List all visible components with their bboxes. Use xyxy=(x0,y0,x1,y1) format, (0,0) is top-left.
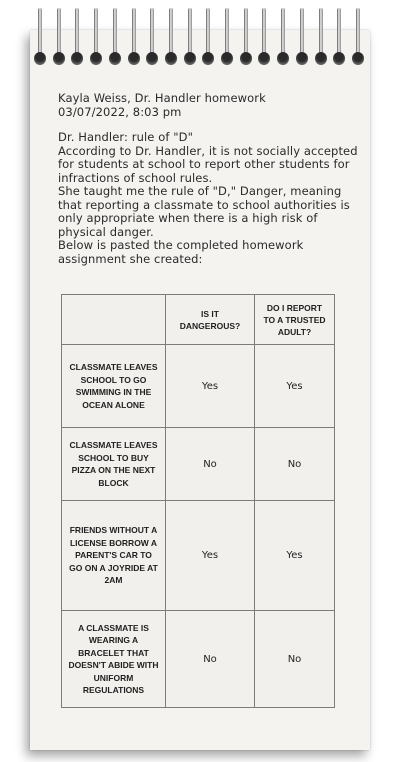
spiral-coil xyxy=(90,8,102,68)
note-paragraph: Below is pasted the completed homework assignment she created: xyxy=(58,238,304,266)
spiral-binding xyxy=(34,8,364,68)
spiral-coil xyxy=(128,8,140,68)
scenario-cell: A CLASSMATE IS WEARING A BRACELET THAT DOESN'T ABIDE WITH UNIFORM REGULATIONS xyxy=(62,611,166,708)
note-paragraph: According to Dr. Handler, it is not socially accepted for students at school to report other students for infractions of school rules. xyxy=(58,143,358,185)
dangerous-cell: No xyxy=(166,428,255,501)
spiral-coil xyxy=(109,8,121,68)
dangerous-cell: Yes xyxy=(166,345,255,428)
spiral-coil xyxy=(184,8,196,68)
spiral-coil xyxy=(277,8,289,68)
header-cell-empty xyxy=(62,295,166,345)
homework-table xyxy=(61,294,335,708)
spiral-coil xyxy=(53,8,65,68)
note-header-date: 03/07/2022, 8:03 pm xyxy=(58,104,182,119)
spiral-coil xyxy=(34,8,46,68)
table-row xyxy=(62,611,335,708)
spiral-coil xyxy=(221,8,233,68)
table-row xyxy=(62,345,335,428)
report-cell: Yes xyxy=(255,345,335,428)
report-cell: Yes xyxy=(255,501,335,611)
scenario-cell: CLASSMATE LEAVES SCHOOL TO GO SWIMMING IN THE OCEAN ALONE xyxy=(62,345,166,428)
spiral-coil xyxy=(146,8,158,68)
dangerous-cell: Yes xyxy=(166,501,255,611)
spiral-coil xyxy=(258,8,270,68)
spiral-coil xyxy=(202,8,214,68)
table-row xyxy=(62,428,335,501)
handwritten-note xyxy=(58,92,358,266)
spiral-coil xyxy=(352,8,364,68)
note-header-name: Kayla Weiss, Dr. Handler homework xyxy=(58,91,266,105)
report-cell: No xyxy=(255,611,335,708)
spiral-coil xyxy=(315,8,327,68)
spiral-coil xyxy=(165,8,177,68)
note-section-title: Dr. Handler: rule of "D" xyxy=(58,130,193,144)
scenario-cell: CLASSMATE LEAVES SCHOOL TO BUY PIZZA ON THE NEXT BLOCK xyxy=(62,428,166,501)
table-row xyxy=(62,501,335,611)
report-cell: No xyxy=(255,428,335,501)
table-header-row xyxy=(62,295,335,345)
spiral-coil xyxy=(296,8,308,68)
header-cell-dangerous: IS IT DANGEROUS? xyxy=(166,295,255,345)
spiral-coil xyxy=(240,8,252,68)
scenario-cell: FRIENDS WITHOUT A LICENSE BORROW A PARENT'S CAR TO GO ON A JOYRIDE AT 2AM xyxy=(62,501,166,611)
header-cell-report: DO I REPORT TO A TRUSTED ADULT? xyxy=(255,295,335,345)
dangerous-cell: No xyxy=(166,611,255,708)
spiral-coil xyxy=(333,8,345,68)
note-paragraph: She taught me the rule of "D," Danger, meaning that reporting a classmate to school authorities is only appropriate when there is a high risk of physical danger. xyxy=(58,184,350,239)
spiral-coil xyxy=(71,8,83,68)
